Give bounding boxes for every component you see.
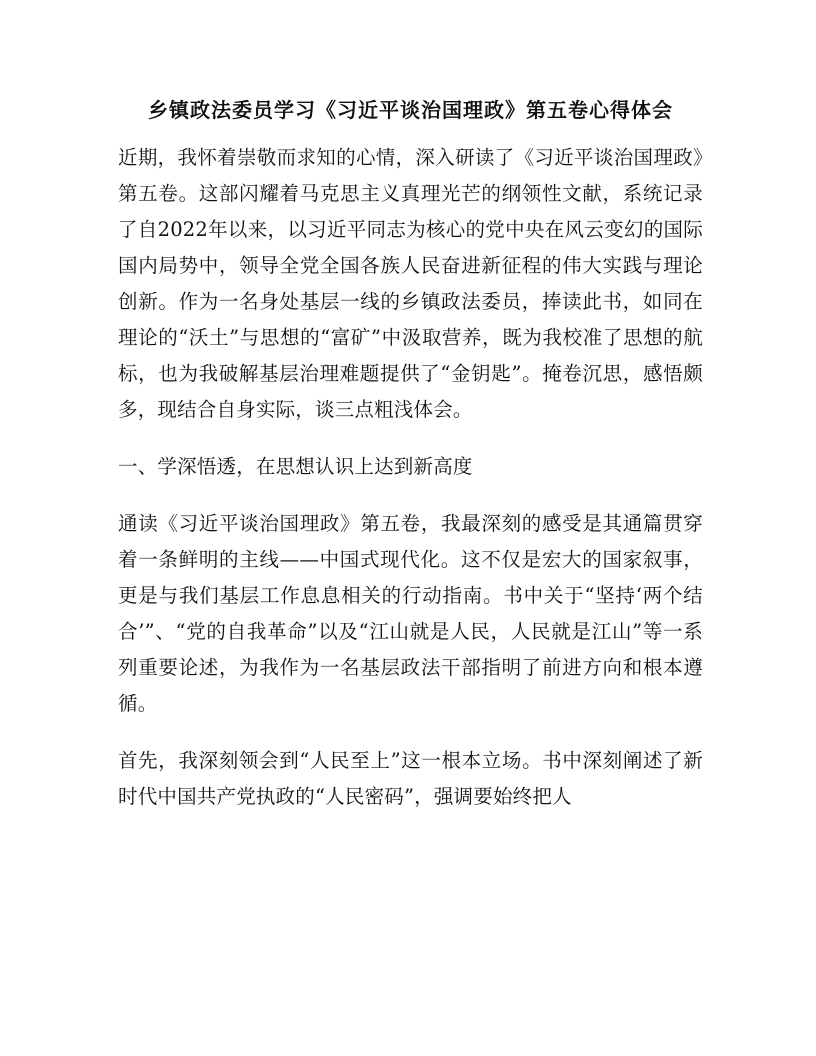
document-title: 乡镇政法委员学习《习近平谈治国理政》第五卷心得体会	[148, 98, 673, 122]
section-heading: 一、学深悟透，在思想认识上达到新高度	[118, 455, 473, 478]
document-page	[118, 93, 703, 836]
section-paragraph-2: 首先，我深刻领会到“人民至上”这一根本立场。书中深刻阐述了新时代中国共产党执政的“人民密码”，强调要始终把人	[118, 749, 703, 808]
section-paragraph-1: 通读《习近平谈治国理政》第五卷，我最深刻的感受是其通篇贯穿着一条鲜明的主线——中国式现代化。这不仅是宏大的国家叙事，更是与我们基层工作息息相关的行动指南。书中关于“坚持‘两个结合’”、“党的自我革命”以及“江山就是人民，人民就是江山”等一系列重要论述，为我作为一名基层政法干部指明了前进方向和根本遵循。	[118, 512, 703, 715]
intro-paragraph: 近期，我怀着崇敬而求知的心情，深入研读了《习近平谈治国理政》第五卷。这部闪耀着马克思主义真理光芒的纲领性文献，系统记录了自2022年以来，以习近平同志为核心的党中央在风云变幻的国际国内局势中，领导全党全国各族人民奋进新征程的伟大实践与理论创新。作为一名身处基层一线的乡镇政法委员，捧读此书，如同在理论的“沃土”与思想的“富矿”中汲取营养，既为我校准了思想的航标，也为我破解基层治理难题提供了“金钥匙”。掩卷沉思，感悟颇多，现结合自身实际，谈三点粗浅体会。	[118, 146, 703, 421]
